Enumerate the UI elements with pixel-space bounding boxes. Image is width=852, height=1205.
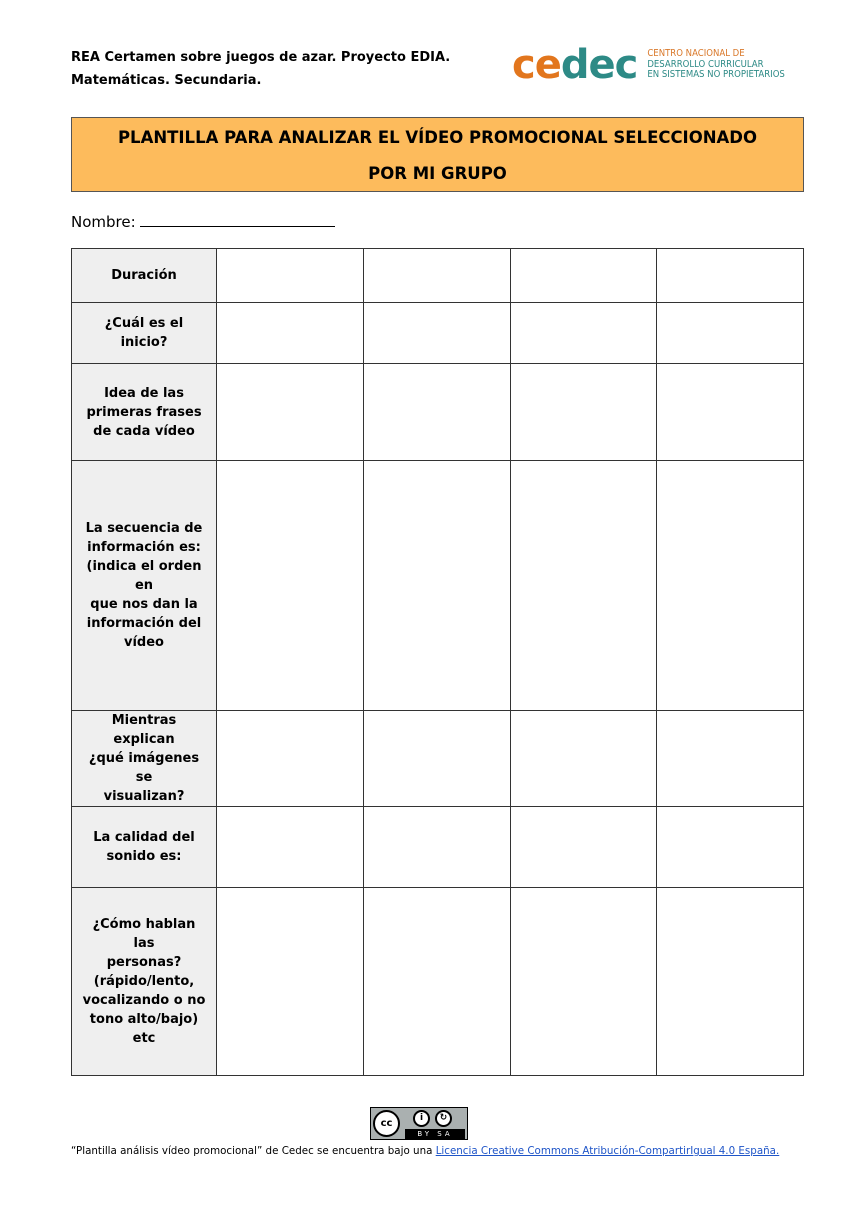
name-field [71, 210, 335, 231]
answer-cell[interactable] [363, 711, 510, 807]
creative-commons-badge [370, 1107, 468, 1140]
answer-cell[interactable] [363, 461, 510, 711]
license-footer [71, 1145, 779, 1157]
answer-cell[interactable] [217, 461, 364, 711]
template-title [71, 117, 804, 192]
answer-cell[interactable] [217, 807, 364, 888]
name-blank-line[interactable] [140, 210, 335, 227]
answer-cell[interactable] [510, 711, 657, 807]
tagline-line-1: CENTRO NACIONAL DE [647, 48, 745, 60]
title-line-1: PLANTILLA PARA ANALIZAR EL VÍDEO PROMOCIONAL SELECCIONADO [117, 128, 758, 147]
answer-cell[interactable] [657, 249, 804, 303]
cedec-wordmark: cedec [512, 42, 638, 88]
row-header: Idea de las primeras frases de cada vídeo [72, 364, 217, 461]
table-row [72, 461, 804, 711]
answer-cell[interactable] [657, 461, 804, 711]
table-row [72, 249, 804, 303]
cc-band-label: BY SA [405, 1129, 465, 1139]
title-line-2: POR MI GRUPO [368, 164, 507, 183]
analysis-table [71, 248, 804, 1076]
tagline-line-3: EN SISTEMAS NO PROPIETARIOS [647, 69, 785, 81]
table-row [72, 303, 804, 364]
cedec-tagline [647, 49, 785, 81]
answer-cell[interactable] [363, 303, 510, 364]
answer-cell[interactable] [657, 303, 804, 364]
answer-cell[interactable] [657, 364, 804, 461]
answer-cell[interactable] [510, 249, 657, 303]
answer-cell[interactable] [217, 711, 364, 807]
row-header: ¿Cuál es el inicio? [72, 303, 217, 364]
row-header: Duración [72, 249, 217, 303]
answer-cell[interactable] [657, 711, 804, 807]
answer-cell[interactable] [217, 364, 364, 461]
tagline-line-2: DESARROLLO CURRICULAR [647, 58, 764, 70]
table-row [72, 364, 804, 461]
header-line-1: REA Certamen sobre juegos de azar. Proyecto EDIA. [71, 50, 451, 65]
answer-cell[interactable] [363, 807, 510, 888]
row-header: ¿Cómo hablan las personas? (rápido/lento, vocalizando o no tono alto/bajo) etc [72, 888, 217, 1076]
attribution-icon: i [413, 1110, 430, 1127]
header-line-2: Matemáticas. Secundaria. [71, 73, 262, 88]
answer-cell[interactable] [510, 888, 657, 1076]
answer-cell[interactable] [510, 807, 657, 888]
cedec-logo [512, 42, 785, 88]
answer-cell[interactable] [510, 461, 657, 711]
share-alike-icon: ↻ [435, 1110, 452, 1127]
answer-cell[interactable] [363, 364, 510, 461]
answer-cell[interactable] [657, 888, 804, 1076]
license-text: “Plantilla análisis vídeo promocional” de Cedec se encuentra bajo una [71, 1145, 436, 1157]
row-header: La calidad del sonido es: [72, 807, 217, 888]
document-header [71, 46, 450, 92]
table-row [72, 888, 804, 1076]
table-row [72, 711, 804, 807]
answer-cell[interactable] [657, 807, 804, 888]
answer-cell[interactable] [510, 364, 657, 461]
answer-cell[interactable] [217, 249, 364, 303]
cc-icon: cc [373, 1110, 400, 1137]
license-link[interactable]: Licencia Creative Commons Atribución-CompartirIgual 4.0 España. [435, 1145, 780, 1157]
row-header: Mientras explican ¿qué imágenes se visualizan? [72, 711, 217, 807]
answer-cell[interactable] [363, 888, 510, 1076]
answer-cell[interactable] [217, 888, 364, 1076]
name-label: Nombre: [71, 213, 136, 231]
table-row [72, 807, 804, 888]
answer-cell[interactable] [217, 303, 364, 364]
answer-cell[interactable] [363, 249, 510, 303]
row-header: La secuencia de información es: (indica el orden en que nos dan la información del vídeo [72, 461, 217, 711]
answer-cell[interactable] [510, 303, 657, 364]
